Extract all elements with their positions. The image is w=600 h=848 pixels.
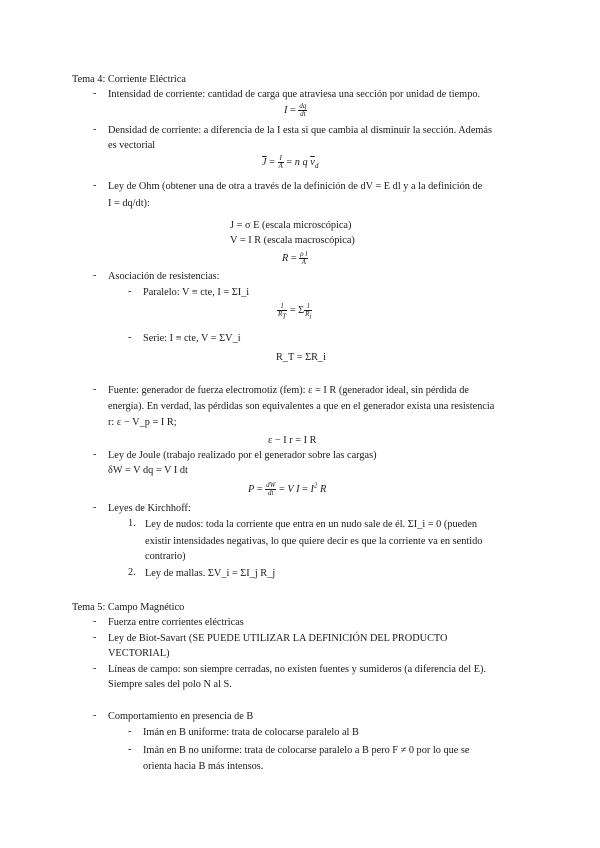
serie-text: Serie: I ≡ cte, V = ΣV_i [143, 333, 241, 344]
bullet: - [128, 286, 132, 297]
bullet: - [128, 744, 132, 755]
eq-fuente: ε − I r = I R [268, 435, 317, 446]
densidad-text-2: es vectorial [108, 140, 156, 151]
eq-resistencia: R = $\frac{\text{ρ l}}{A}$ [282, 250, 308, 266]
fuente-text-3: r: ε − V_p = I R; [108, 417, 177, 428]
eq-ohm-macro: V = I R (escala macroscópica) [230, 235, 355, 246]
eq-ohm-micro: J = σ E (escala microscópica) [230, 220, 352, 231]
tema4-title: Tema 4: Corriente Eléctrica [72, 74, 186, 85]
bullet: - [93, 88, 97, 99]
kirchhoff-text: Leyes de Kirchhoff: [108, 503, 191, 514]
bullet: - [93, 502, 97, 513]
nudos-text-1: Ley de nudos: toda la corriente que entra en un nudo sale de él. ΣI_i = 0 (pueden [145, 519, 478, 530]
ohm-text-1: Ley de Ohm (obtener una de otra a través de la definición de dV = E dl y a la definición de [108, 181, 483, 192]
bullet: - [93, 180, 97, 191]
densidad-text-1: Densidad de corriente: a diferencia de la I esta si que cambia al disminuir la sección. Además [108, 125, 492, 136]
bullet: - [93, 384, 97, 395]
bullet: - [93, 632, 97, 643]
joule-text-1: Ley de Joule (trabajo realizado por el generador sobre las cargas) [108, 450, 377, 461]
fuerza-text: Fuerza entre corrientes eléctricas [108, 617, 244, 628]
iman-uniforme-text: Imán en B uniforme: trata de colocarse paralelo al B [143, 727, 359, 738]
list-number: 1. [128, 518, 136, 529]
fuente-text-2: energía). En verdad, las pérdidas son equivalentes a que en el generador exista una resistencia [108, 401, 495, 412]
biot-text-2: VECTORIAL) [108, 648, 170, 659]
joule-text-2: δW = V dq = V I dt [108, 465, 188, 476]
bullet: - [93, 663, 97, 674]
mallas-text: Ley de mallas. ΣV_i = ΣI_j R_j [145, 568, 276, 579]
bullet: - [93, 124, 97, 135]
bullet: - [93, 616, 97, 627]
iman-no-uniforme-text-1: Imán en B no uniforme: trata de colocarse paralelo a B pero F ≠ 0 por lo que se [143, 745, 470, 756]
intensidad-text: Intensidad de corriente: cantidad de carga que atraviesa una sección por unidad de tiempo. [108, 89, 481, 100]
nudos-text-3: contrario) [145, 551, 186, 562]
bullet: - [93, 270, 97, 281]
list-number: 2. [128, 567, 136, 578]
eq-paralelo: $\frac{1}{R_T}$ = Σ $\frac{1}{R_i}$ [278, 302, 312, 321]
paralelo-text: Paralelo: V ≡ cte, I = ΣI_i [143, 287, 250, 298]
eq-serie: R_T = ΣR_i [276, 352, 326, 363]
tema5-title: Tema 5: Campo Magnético [72, 602, 185, 613]
comportamiento-text: Comportamiento en presencia de B [108, 711, 254, 722]
bullet: - [128, 726, 132, 737]
eq-intensidad: I = $\frac{dq}{dt}$ [284, 102, 307, 118]
bullet: - [93, 449, 97, 460]
lineas-text-1: Líneas de campo: son siempre cerradas, no existen fuentes y sumideros (a diferencia del E). [108, 664, 486, 675]
eq-joule: P = $\frac{dW}{dt}$ = V $I = I^2$ R [248, 481, 327, 497]
iman-no-uniforme-text-2: orienta hacia B más intensos. [143, 761, 264, 772]
eq-densidad: $\overline{J}$ = $\frac{I}{A}$ = n q $\overline{v}_d$ [262, 154, 319, 170]
nudos-text-2: existir intensidades negativas, lo que quiere decir es que la corriente va en sentido [145, 536, 483, 547]
fuente-text-1: Fuente: generador de fuerza electromotiz (fem): ε = I R (generador ideal, sin pérdida de [108, 385, 469, 396]
lineas-text-2: Siempre sales del polo N al S. [108, 679, 232, 690]
asociacion-text: Asociación de resistencias: [108, 271, 220, 282]
bullet: - [128, 332, 132, 343]
bullet: - [93, 710, 97, 721]
biot-text-1: Ley de Biot-Savart (SE PUEDE UTILIZAR LA DEFINICIÓN DEL PRODUCTO [108, 633, 448, 644]
ohm-text-2: I = dq/dt): [108, 198, 150, 209]
